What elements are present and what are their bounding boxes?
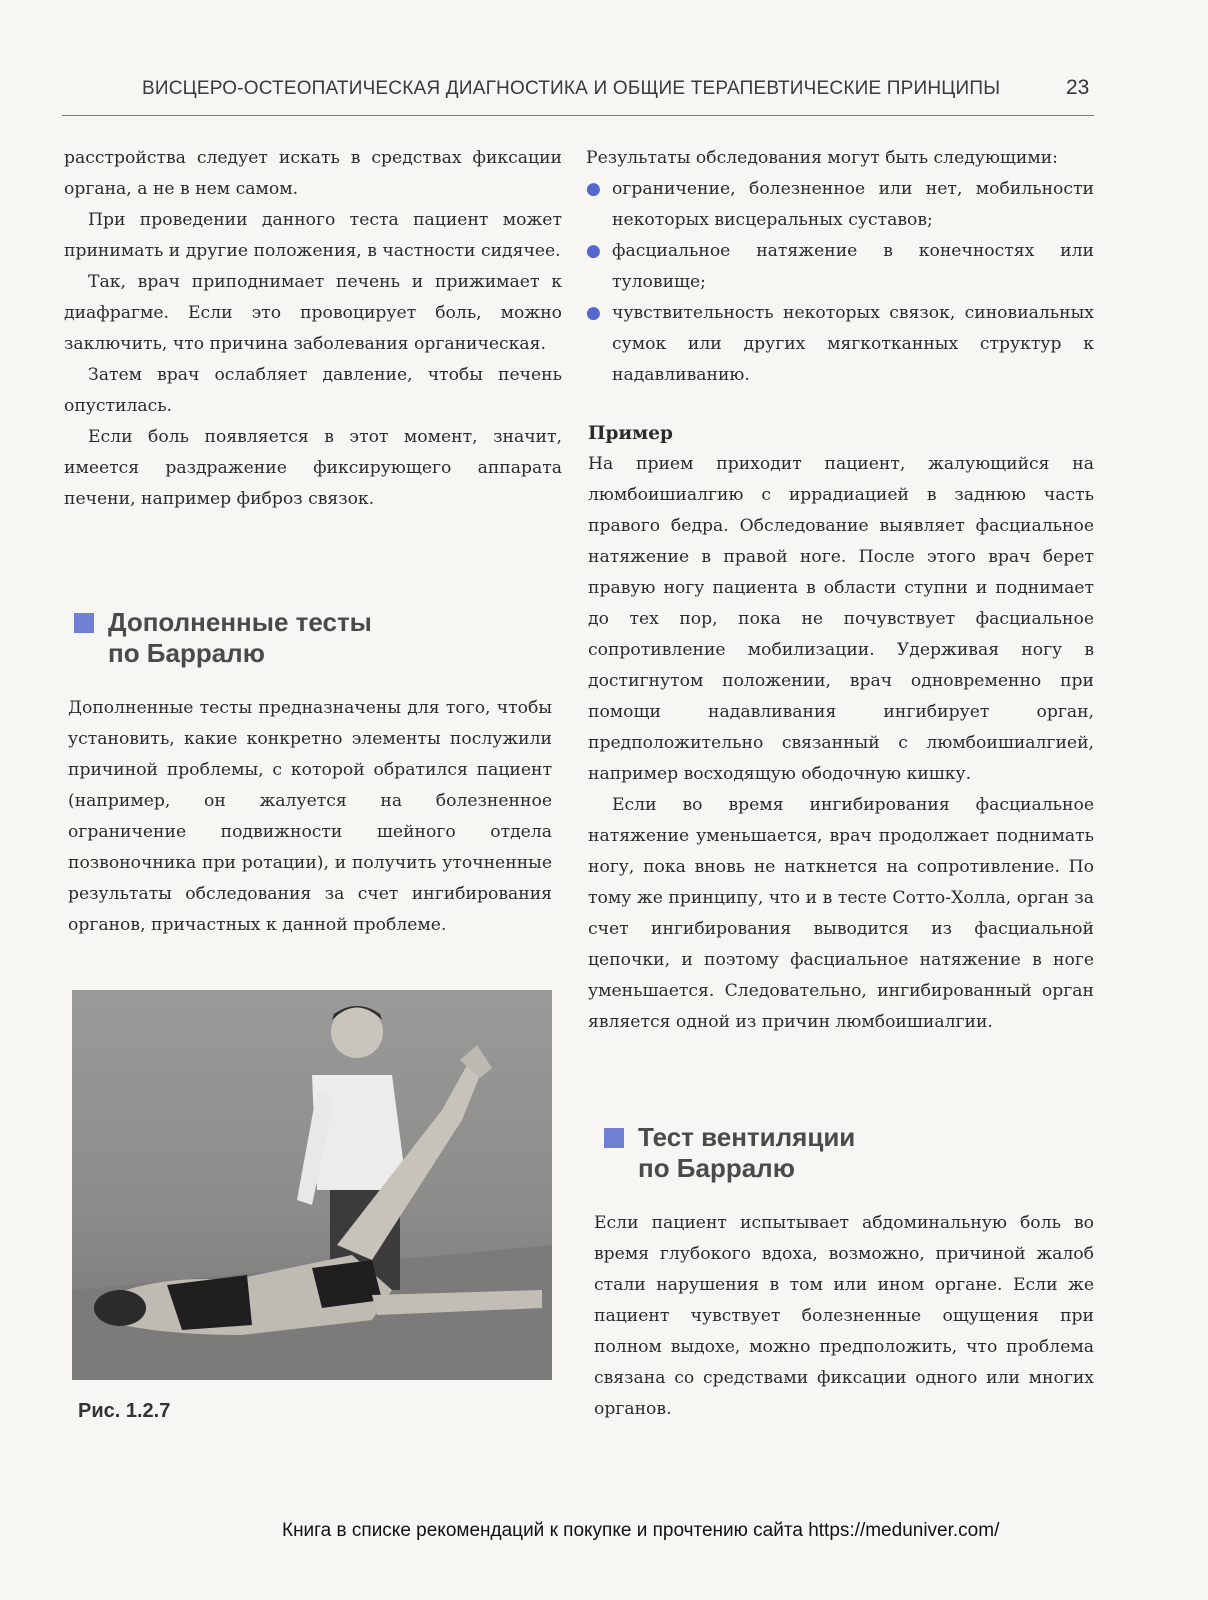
running-header: ВИСЦЕРО-ОСТЕОПАТИЧЕСКАЯ ДИАГНОСТИКА И ОБЩИЕ ТЕРАПЕВТИЧЕСКИЕ ПРИНЦИПЫ <box>142 78 1001 99</box>
section-heading-augmented-tests <box>108 607 372 669</box>
bullet-icon: ● <box>586 241 601 261</box>
list-item <box>586 236 1094 298</box>
footer-note: Книга в списке рекомендаций к покупке и прочтению сайта https://meduniver.com/ <box>282 1520 1000 1541</box>
paragraph: Если пациент испытывает абдоминальную боль во время глубокого вдоха, возможно, причиной жалоб стали нарушения в том или ином органе. Если же пациент чувствует болезненные ощущения при полном выдохе, можно предположить, что проблема связана со средствами фиксации одного или многих органов. <box>594 1213 1094 1419</box>
exam-scene-illustration <box>72 990 552 1380</box>
results-list <box>586 174 1094 391</box>
list-item-text: ограничение, болезненное или нет, мобильности некоторых висцеральных суставов; <box>612 179 1094 230</box>
paragraph: При проведении данного теста пациент может принимать и другие положения, в частности сидячее. <box>64 210 562 261</box>
list-item <box>586 174 1094 236</box>
section-heading-ventilation-test <box>638 1122 855 1184</box>
page-number: 23 <box>1066 76 1090 99</box>
header-divider <box>62 115 1094 116</box>
heading-line: Тест вентиляции <box>638 1122 856 1152</box>
figure-photo <box>72 990 552 1380</box>
bullet-icon: ● <box>586 303 601 323</box>
heading-line: по Барралю <box>108 638 265 668</box>
left-column-text <box>64 143 562 515</box>
paragraph: Дополненные тесты предназначены для того, чтобы установить, какие конкретно элементы послужили причиной проблемы, с которой обратился пациент (например, он жалуется на болезненное ограничение подвижности шейного отдела позвоночника при ротации), и получить уточненные результаты обследования за счет ингибирования органов, причастных к данной проблеме. <box>68 698 552 935</box>
paragraph: На прием приходит пациент, жалующийся на люмбоишиалгию с иррадиацией в заднюю часть правого бедра. Обследование выявляет фасциальное натяжение в правой ноге. После этого врач берет правую ногу пациента в области ступни и поднимает до тех пор, пока не почувствует фасциальное сопротивление мобилизации. Удерживая ногу в достигнутом положении, врач одновременно при помощи надавливания ингибирует орган, предположительно связанный с люмбоишиалгией, например восходящую ободочную кишку. <box>588 454 1094 784</box>
heading-line: Дополненные тесты <box>108 607 372 637</box>
right-column-top <box>586 143 1094 391</box>
figure-caption: Рис. 1.2.7 <box>78 1400 171 1422</box>
list-item <box>586 298 1094 391</box>
right-section-text <box>594 1208 1094 1425</box>
heading-square-icon <box>604 1128 624 1148</box>
paragraph: Затем врач ослабляет давление, чтобы печень опустилась. <box>64 365 562 416</box>
heading-line: по Барралю <box>638 1153 795 1183</box>
results-intro: Результаты обследования могут быть следующими: <box>586 148 1058 168</box>
bullet-icon: ● <box>586 179 601 199</box>
example-block <box>588 418 1094 1038</box>
paragraph: Если боль появляется в этот момент, значит, имеется раздражение фиксирующего аппарата печени, например фиброз связок. <box>64 427 562 509</box>
list-item-text: чувствительность некоторых связок, синовиальных сумок или других мягкотканных структур к надавливанию. <box>612 303 1094 385</box>
paragraph: расстройства следует искать в средствах фиксации органа, а не в нем самом. <box>64 148 562 199</box>
paragraph: Так, врач приподнимает печень и прижимает к диафрагме. Если это провоцирует боль, можно заключить, что причина заболевания органическая. <box>64 272 562 354</box>
paragraph: Если во время ингибирования фасциальное натяжение уменьшается, врач продолжает поднимать ногу, пока вновь не наткнется на сопротивление. По тому же принципу, что и в тесте Сотто-Холла, орган за счет ингибирования выводится из фасциальной цепочки, и поэтому фасциальное натяжение в ноге уменьшается. Следовательно, ингибированный орган является одной из причин люмбоишиалгии. <box>588 795 1094 1032</box>
left-section-text <box>68 693 552 941</box>
heading-square-icon <box>74 613 94 633</box>
list-item-text: фасциальное натяжение в конечностях или туловище; <box>612 241 1094 292</box>
example-title: Пример <box>588 423 673 444</box>
